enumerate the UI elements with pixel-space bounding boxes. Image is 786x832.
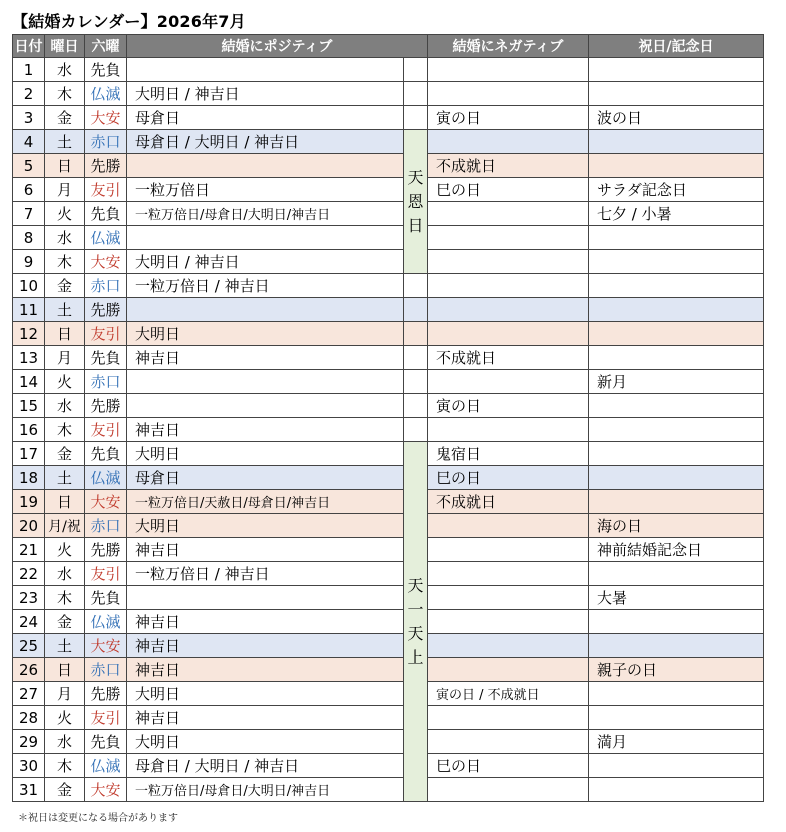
table-row xyxy=(13,658,764,682)
holiday-cell: 波の日 xyxy=(589,106,764,130)
negative-cell xyxy=(428,706,589,730)
negative-cell xyxy=(428,298,589,322)
weekday-cell: 月 xyxy=(45,346,85,370)
rokuyo-cell: 友引 xyxy=(85,562,127,586)
negative-cell: 巳の日 xyxy=(428,178,589,202)
date-cell: 23 xyxy=(13,586,45,610)
table-row xyxy=(13,586,764,610)
wedding-calendar-table xyxy=(12,34,764,802)
negative-cell xyxy=(428,58,589,82)
weekday-cell: 水 xyxy=(45,730,85,754)
negative-cell: 鬼宿日 xyxy=(428,442,589,466)
table-row xyxy=(13,442,764,466)
weekday-cell: 金 xyxy=(45,106,85,130)
table-row xyxy=(13,130,764,154)
weekday-cell: 水 xyxy=(45,562,85,586)
positive-cell xyxy=(127,298,404,322)
negative-cell: 不成就日 xyxy=(428,346,589,370)
positive-cell: 大明日 xyxy=(127,442,404,466)
holiday-cell xyxy=(589,610,764,634)
rokuyo-cell: 先勝 xyxy=(85,394,127,418)
holiday-cell: 神前結婚記念日 xyxy=(589,538,764,562)
rokuyo-cell: 赤口 xyxy=(85,514,127,538)
weekday-cell: 火 xyxy=(45,370,85,394)
rokuyo-cell: 先負 xyxy=(85,442,127,466)
holiday-cell: 新月 xyxy=(589,370,764,394)
positive-cell: 大明日 xyxy=(127,514,404,538)
positive-cell xyxy=(127,154,404,178)
holiday-cell: 親子の日 xyxy=(589,658,764,682)
date-cell: 29 xyxy=(13,730,45,754)
span-empty-cell xyxy=(404,58,428,82)
holiday-cell xyxy=(589,418,764,442)
date-cell: 3 xyxy=(13,106,45,130)
rokuyo-cell: 仏滅 xyxy=(85,82,127,106)
holiday-cell xyxy=(589,154,764,178)
positive-cell: 大明日 xyxy=(127,322,404,346)
table-row xyxy=(13,490,764,514)
positive-cell: 母倉日 xyxy=(127,106,404,130)
negative-cell xyxy=(428,658,589,682)
span-char: 一 xyxy=(407,599,424,619)
positive-cell: 母倉日 xyxy=(127,466,404,490)
span-char: 上 xyxy=(407,647,424,667)
negative-cell xyxy=(428,250,589,274)
rokuyo-cell: 先負 xyxy=(85,586,127,610)
weekday-cell: 水 xyxy=(45,226,85,250)
weekday-cell: 木 xyxy=(45,82,85,106)
negative-cell xyxy=(428,418,589,442)
positive-cell: 大明日 xyxy=(127,682,404,706)
weekday-cell: 木 xyxy=(45,250,85,274)
header-rokuyo: 六曜 xyxy=(85,35,127,58)
rokuyo-cell: 仏滅 xyxy=(85,466,127,490)
weekday-cell: 土 xyxy=(45,634,85,658)
date-cell: 6 xyxy=(13,178,45,202)
date-cell: 2 xyxy=(13,82,45,106)
rokuyo-cell: 先勝 xyxy=(85,298,127,322)
weekday-cell: 土 xyxy=(45,298,85,322)
holiday-cell: 海の日 xyxy=(589,514,764,538)
date-cell: 20 xyxy=(13,514,45,538)
holiday-cell xyxy=(589,682,764,706)
holiday-cell xyxy=(589,778,764,802)
table-row xyxy=(13,562,764,586)
negative-cell: 巳の日 xyxy=(428,466,589,490)
table-row xyxy=(13,514,764,538)
negative-cell xyxy=(428,370,589,394)
holiday-cell xyxy=(589,274,764,298)
negative-cell xyxy=(428,730,589,754)
rokuyo-cell: 先勝 xyxy=(85,154,127,178)
table-row xyxy=(13,154,764,178)
date-cell: 10 xyxy=(13,274,45,298)
table-row xyxy=(13,466,764,490)
negative-cell xyxy=(428,274,589,298)
date-cell: 13 xyxy=(13,346,45,370)
positive-cell xyxy=(127,58,404,82)
table-row xyxy=(13,106,764,130)
positive-cell xyxy=(127,226,404,250)
weekday-cell: 水 xyxy=(45,58,85,82)
weekday-cell: 日 xyxy=(45,322,85,346)
negative-cell: 不成就日 xyxy=(428,154,589,178)
positive-cell: 一粒万倍日 / 神吉日 xyxy=(127,562,404,586)
rokuyo-cell: 先負 xyxy=(85,202,127,226)
positive-cell: 一粒万倍日/母倉日/大明日/神吉日 xyxy=(127,778,404,802)
holiday-cell xyxy=(589,490,764,514)
holiday-cell xyxy=(589,754,764,778)
negative-cell xyxy=(428,130,589,154)
date-cell: 22 xyxy=(13,562,45,586)
weekday-cell: 木 xyxy=(45,754,85,778)
span-empty-cell xyxy=(404,370,428,394)
holiday-cell: 大暑 xyxy=(589,586,764,610)
date-cell: 8 xyxy=(13,226,45,250)
header-row xyxy=(13,35,764,58)
date-cell: 11 xyxy=(13,298,45,322)
positive-cell: 神吉日 xyxy=(127,706,404,730)
header-negative: 結婚にネガティブ xyxy=(428,35,589,58)
weekday-cell: 水 xyxy=(45,394,85,418)
span-empty-cell xyxy=(404,346,428,370)
weekday-cell: 金 xyxy=(45,610,85,634)
holiday-cell xyxy=(589,58,764,82)
weekday-cell: 月 xyxy=(45,682,85,706)
positive-cell: 大明日 xyxy=(127,730,404,754)
weekday-cell: 金 xyxy=(45,442,85,466)
holiday-cell xyxy=(589,250,764,274)
weekday-cell: 火 xyxy=(45,202,85,226)
rokuyo-cell: 大安 xyxy=(85,634,127,658)
rokuyo-cell: 仏滅 xyxy=(85,754,127,778)
date-cell: 7 xyxy=(13,202,45,226)
table-row xyxy=(13,682,764,706)
footnote: ＊祝日は変更になる場合があります xyxy=(18,813,178,824)
weekday-cell: 土 xyxy=(45,130,85,154)
negative-cell xyxy=(428,634,589,658)
negative-cell: 不成就日 xyxy=(428,490,589,514)
positive-cell: 一粒万倍日/母倉日/大明日/神吉日 xyxy=(127,202,404,226)
negative-cell xyxy=(428,778,589,802)
negative-cell: 寅の日 / 不成就日 xyxy=(428,682,589,706)
positive-cell xyxy=(127,370,404,394)
date-cell: 19 xyxy=(13,490,45,514)
header-date: 日付 xyxy=(13,35,45,58)
page-title: 【結婚カレンダー】2026年7月 xyxy=(12,12,246,31)
weekday-cell: 金 xyxy=(45,778,85,802)
table-row xyxy=(13,202,764,226)
table-row xyxy=(13,322,764,346)
date-cell: 31 xyxy=(13,778,45,802)
table-row xyxy=(13,538,764,562)
rokuyo-cell: 友引 xyxy=(85,178,127,202)
date-cell: 5 xyxy=(13,154,45,178)
table-row xyxy=(13,346,764,370)
table-row xyxy=(13,58,764,82)
positive-cell xyxy=(127,394,404,418)
rokuyo-cell: 仏滅 xyxy=(85,226,127,250)
date-cell: 27 xyxy=(13,682,45,706)
weekday-cell: 木 xyxy=(45,418,85,442)
tenichi-tenjo-span xyxy=(404,442,428,802)
positive-cell: 神吉日 xyxy=(127,610,404,634)
positive-cell: 神吉日 xyxy=(127,418,404,442)
rokuyo-cell: 大安 xyxy=(85,106,127,130)
positive-cell: 母倉日 / 大明日 / 神吉日 xyxy=(127,754,404,778)
table-row xyxy=(13,82,764,106)
rokuyo-cell: 先負 xyxy=(85,730,127,754)
rokuyo-cell: 先勝 xyxy=(85,682,127,706)
holiday-cell: 満月 xyxy=(589,730,764,754)
holiday-cell xyxy=(589,346,764,370)
weekday-cell: 土 xyxy=(45,466,85,490)
holiday-cell xyxy=(589,562,764,586)
header-holiday: 祝日/記念日 xyxy=(589,35,764,58)
span-empty-cell xyxy=(404,418,428,442)
holiday-cell xyxy=(589,394,764,418)
date-cell: 4 xyxy=(13,130,45,154)
rokuyo-cell: 赤口 xyxy=(85,130,127,154)
table-row xyxy=(13,754,764,778)
date-cell: 15 xyxy=(13,394,45,418)
rokuyo-cell: 友引 xyxy=(85,706,127,730)
holiday-cell xyxy=(589,322,764,346)
holiday-cell xyxy=(589,130,764,154)
rokuyo-cell: 友引 xyxy=(85,418,127,442)
date-cell: 25 xyxy=(13,634,45,658)
negative-cell xyxy=(428,586,589,610)
span-empty-cell xyxy=(404,82,428,106)
rokuyo-cell: 先勝 xyxy=(85,538,127,562)
rokuyo-cell: 赤口 xyxy=(85,658,127,682)
holiday-cell xyxy=(589,82,764,106)
table-row xyxy=(13,730,764,754)
date-cell: 26 xyxy=(13,658,45,682)
date-cell: 16 xyxy=(13,418,45,442)
span-empty-cell xyxy=(404,298,428,322)
rokuyo-cell: 仏滅 xyxy=(85,610,127,634)
positive-cell: 一粒万倍日 / 神吉日 xyxy=(127,274,404,298)
positive-cell: 大明日 / 神吉日 xyxy=(127,250,404,274)
negative-cell: 寅の日 xyxy=(428,106,589,130)
date-cell: 18 xyxy=(13,466,45,490)
rokuyo-cell: 大安 xyxy=(85,490,127,514)
negative-cell xyxy=(428,610,589,634)
positive-cell: 神吉日 xyxy=(127,634,404,658)
span-char: 天 xyxy=(407,575,424,595)
table-row xyxy=(13,178,764,202)
positive-cell: 神吉日 xyxy=(127,658,404,682)
header-weekday: 曜日 xyxy=(45,35,85,58)
span-char: 天 xyxy=(407,623,424,643)
holiday-cell xyxy=(589,466,764,490)
span-empty-cell xyxy=(404,274,428,298)
negative-cell xyxy=(428,202,589,226)
rokuyo-cell: 先負 xyxy=(85,346,127,370)
positive-cell xyxy=(127,586,404,610)
weekday-cell: 日 xyxy=(45,490,85,514)
negative-cell xyxy=(428,322,589,346)
date-cell: 9 xyxy=(13,250,45,274)
weekday-cell: 金 xyxy=(45,274,85,298)
header-positive: 結婚にポジティブ xyxy=(127,35,428,58)
positive-cell: 神吉日 xyxy=(127,538,404,562)
span-empty-cell xyxy=(404,322,428,346)
table-row xyxy=(13,394,764,418)
holiday-cell xyxy=(589,442,764,466)
rokuyo-cell: 大安 xyxy=(85,778,127,802)
date-cell: 24 xyxy=(13,610,45,634)
table-row xyxy=(13,706,764,730)
negative-cell xyxy=(428,538,589,562)
holiday-cell xyxy=(589,298,764,322)
weekday-cell: 月 xyxy=(45,178,85,202)
tenon-day-span xyxy=(404,130,428,274)
span-empty-cell xyxy=(404,106,428,130)
holiday-cell xyxy=(589,226,764,250)
table-row xyxy=(13,298,764,322)
date-cell: 12 xyxy=(13,322,45,346)
negative-cell xyxy=(428,562,589,586)
positive-cell: 大明日 / 神吉日 xyxy=(127,82,404,106)
date-cell: 14 xyxy=(13,370,45,394)
table-row xyxy=(13,610,764,634)
holiday-cell xyxy=(589,706,764,730)
holiday-cell: 七夕 / 小暑 xyxy=(589,202,764,226)
table-row xyxy=(13,370,764,394)
date-cell: 17 xyxy=(13,442,45,466)
negative-cell xyxy=(428,226,589,250)
span-char: 天 xyxy=(407,167,424,187)
positive-cell: 神吉日 xyxy=(127,346,404,370)
weekday-cell: 木 xyxy=(45,586,85,610)
rokuyo-cell: 先負 xyxy=(85,58,127,82)
calendar-body xyxy=(13,58,764,802)
table-row xyxy=(13,226,764,250)
weekday-cell: 月/祝 xyxy=(45,514,85,538)
table-row xyxy=(13,250,764,274)
weekday-cell: 火 xyxy=(45,706,85,730)
weekday-cell: 日 xyxy=(45,154,85,178)
rokuyo-cell: 赤口 xyxy=(85,370,127,394)
span-empty-cell xyxy=(404,394,428,418)
positive-cell: 母倉日 / 大明日 / 神吉日 xyxy=(127,130,404,154)
span-char: 日 xyxy=(407,215,424,235)
holiday-cell: サラダ記念日 xyxy=(589,178,764,202)
table-row xyxy=(13,418,764,442)
weekday-cell: 日 xyxy=(45,658,85,682)
span-char: 恩 xyxy=(407,191,424,211)
weekday-cell: 火 xyxy=(45,538,85,562)
negative-cell: 寅の日 xyxy=(428,394,589,418)
date-cell: 30 xyxy=(13,754,45,778)
date-cell: 1 xyxy=(13,58,45,82)
positive-cell: 一粒万倍日 xyxy=(127,178,404,202)
negative-cell: 巳の日 xyxy=(428,754,589,778)
rokuyo-cell: 大安 xyxy=(85,250,127,274)
positive-cell: 一粒万倍日/天赦日/母倉日/神吉日 xyxy=(127,490,404,514)
negative-cell xyxy=(428,82,589,106)
table-row xyxy=(13,274,764,298)
rokuyo-cell: 友引 xyxy=(85,322,127,346)
table-row xyxy=(13,778,764,802)
date-cell: 28 xyxy=(13,706,45,730)
table-row xyxy=(13,634,764,658)
holiday-cell xyxy=(589,634,764,658)
negative-cell xyxy=(428,514,589,538)
date-cell: 21 xyxy=(13,538,45,562)
rokuyo-cell: 赤口 xyxy=(85,274,127,298)
